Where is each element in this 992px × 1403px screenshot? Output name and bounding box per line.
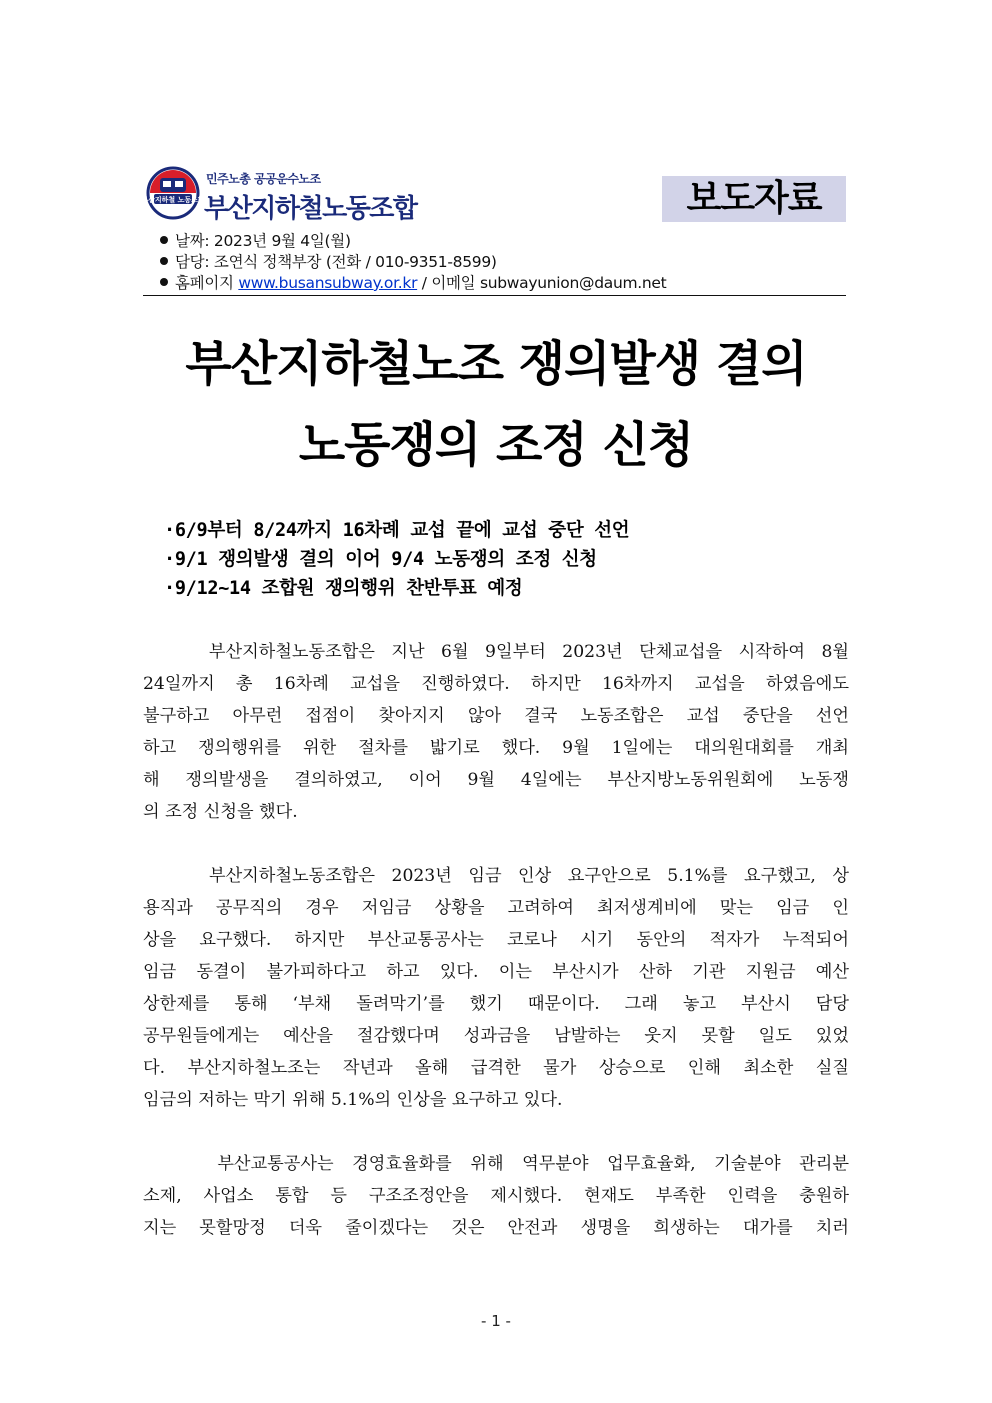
headline-line-2: 노동쟁의 조정 신청: [298, 417, 694, 473]
paragraph-line: 임금 동결이 불가피하다고 하고 있다. 이는 부산시가 산하 기관 지원금 예산: [143, 962, 849, 982]
paragraph-line: 부산지하철노동조합은 2023년 임금 인상 요구안으로 5.1%를 요구했고, 상: [143, 866, 849, 886]
summary-item: ·9/12~14 조합원 쟁의행위 찬반투표 예정: [164, 578, 523, 599]
bullet-icon: [160, 236, 168, 244]
header-divider: [143, 295, 846, 296]
contact-text: 담당: 조연식 정책부장 (전화 / 010-9351-8599): [175, 253, 497, 271]
body-paragraph-2: [143, 860, 849, 1116]
homepage-label: 홈페이지: [175, 274, 239, 292]
date-text: 날짜: 2023년 9월 4일(월): [175, 232, 351, 250]
paragraph-line: 지는 못할망정 더욱 줄이겠다는 것은 안전과 생명을 희생하는 대가를 치러: [143, 1218, 849, 1238]
body-paragraph-1: [143, 636, 849, 828]
paragraph-line: 임금의 저하는 막기 위해 5.1%의 인상을 요구하고 있다.: [143, 1090, 563, 1110]
paragraph-line: 상한제를 통해 ‘부채 돌려막기’를 했기 때문이다. 그래 놓고 부산시 담당: [143, 994, 849, 1014]
summary-item: ·6/9부터 8/24까지 16차례 교섭 끝에 교섭 중단 선언: [164, 520, 630, 541]
meta-web: [160, 271, 666, 293]
email-text: / 이메일 subwayunion@daum.net: [417, 274, 667, 292]
bullet-icon: [160, 278, 168, 286]
paragraph-line: 다. 부산지하철노조는 작년과 올해 급격한 물가 상승으로 인해 최소한 실질: [143, 1058, 849, 1078]
summary-item: ·9/1 쟁의발생 결의 이어 9/4 노동쟁의 조정 신청: [164, 549, 597, 570]
paragraph-line: 공무원들에게는 예산을 절감했다며 성과금을 남발하는 웃지 못할 일도 있었: [143, 1026, 849, 1046]
org-affiliation: 민주노총 공공운수노조: [206, 172, 321, 186]
paragraph-line: 불구하고 아무런 접점이 찾아지지 않아 결국 노동조합은 교섭 중단을 선언: [143, 706, 849, 726]
meta-date: [160, 229, 351, 251]
paragraph-line: 부산교통공사는 경영효율화를 위해 역무분야 업무효율화, 기술분야 관리분: [143, 1154, 849, 1174]
paragraph-line: 의 조정 신청을 했다.: [143, 802, 298, 822]
paragraph-line: 상을 요구했다. 하지만 부산교통공사는 코로나 시기 동안의 적자가 누적되어: [143, 930, 849, 950]
page-number: - 1 -: [481, 1312, 511, 1330]
meta-contact: [160, 250, 497, 272]
paragraph-line: 해 쟁의발생을 결의하였고, 이어 9월 4일에는 부산지방노동위원회에 노동쟁: [143, 770, 849, 790]
paragraph-line: 하고 쟁의행위를 위한 절차를 밟기로 했다. 9월 1일에는 대의원대회를 개최: [143, 738, 849, 758]
paragraph-line: 소제, 사업소 통합 등 구조조정안을 제시했다. 현재도 부족한 인력을 충원하: [143, 1186, 849, 1206]
paragraph-line: 용직과 공무직의 경우 저임금 상황을 고려하여 최저생계비에 맞는 임금 인: [143, 898, 849, 918]
paragraph-line: 24일까지 총 16차례 교섭을 진행하였다. 하지만 16차까지 교섭을 하였음에도: [143, 674, 849, 694]
homepage-link[interactable]: www.busansubway.or.kr: [238, 274, 418, 292]
paragraph-line: 부산지하철노동조합은 지난 6월 9일부터 2023년 단체교섭을 시작하여 8월: [143, 642, 849, 662]
body-paragraph-3: [143, 1148, 849, 1244]
bullet-icon: [160, 257, 168, 265]
logo-text: 부산지하철 노동조합: [141, 196, 205, 204]
press-release-tag: 보도자료: [662, 176, 846, 222]
headline-line-1: 부산지하철노조 쟁의발생 결의: [185, 336, 807, 392]
union-logo: [141, 166, 205, 220]
org-name: 부산지하철노동조합: [204, 194, 417, 224]
